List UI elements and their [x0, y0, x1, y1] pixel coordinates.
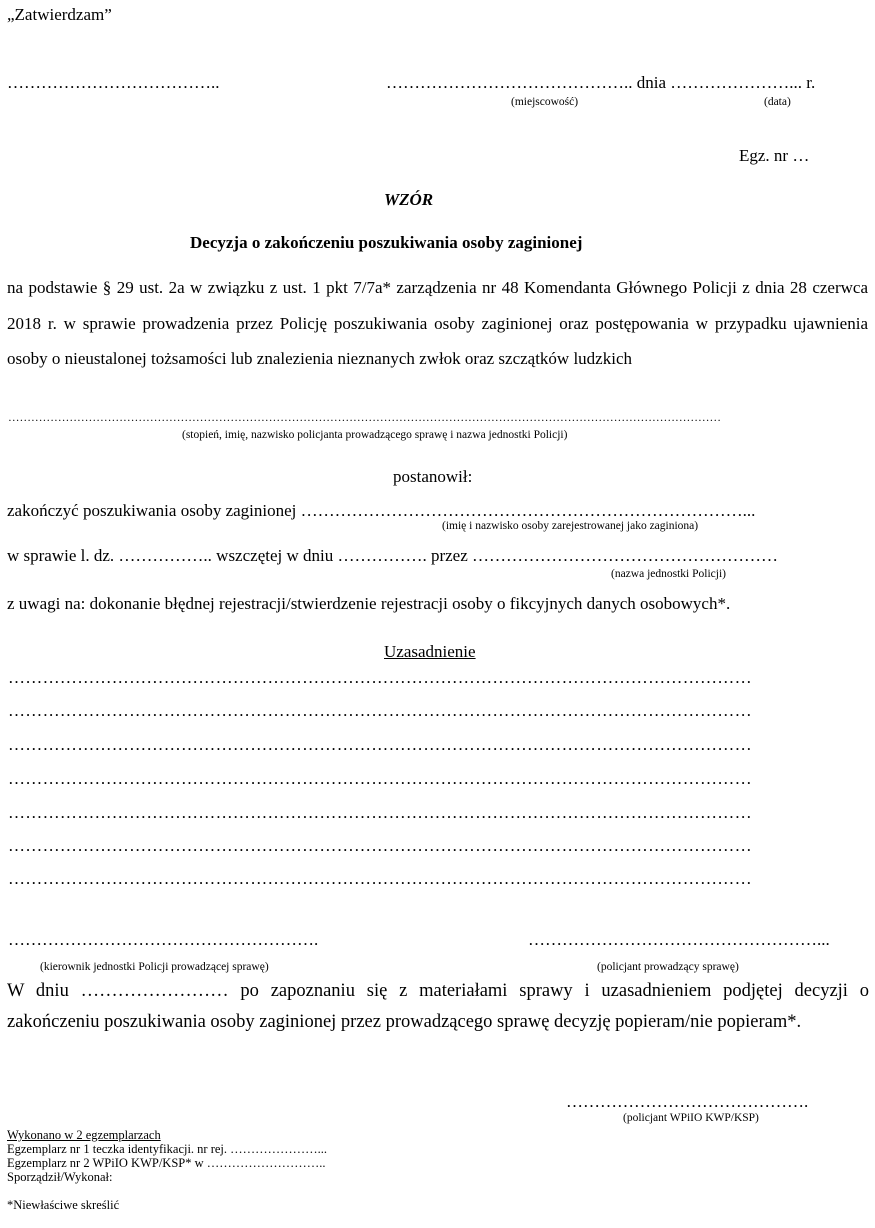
place-date-line: …………………………………….. dnia …………………... r. — [386, 73, 816, 92]
officer-line: …………………………………………………………………………………………………………………………………………………………………… — [8, 412, 721, 424]
head-signature-label: (kierownik jednostki Policji prowadzącej sprawę) — [40, 961, 269, 973]
justification-line: ………………………………………………………………………………………………………………… — [8, 769, 752, 788]
copy-2: Egzemplarz nr 2 WPiIO KWP/KSP* w ……………………….. — [7, 1156, 326, 1170]
template-label: WZÓR — [384, 190, 434, 209]
legal-basis: na podstawie § 29 ust. 2a w związku z ust. 1 pkt 7/7a* zarządzenia nr 48 Komendanta Głównego Policji z dnia 28 czerwca 2018 r. w sprawie prowadzenia przez Policję poszukiwania osoby zaginionej oraz postępowania w przypadku ujawnienia osoby o nieustalonej tożsamości lub znalezienia nieznanych zwłok oraz szczątków ludzkich — [7, 278, 868, 368]
approve-label: „Zatwierdzam” — [7, 5, 112, 24]
document-title: Decyzja o zakończeniu poszukiwania osoby zaginionej — [190, 233, 583, 252]
officer-signature-label: (policjant prowadzący sprawę) — [597, 961, 739, 973]
date-label: (data) — [764, 96, 791, 108]
copies-heading — [7, 1128, 161, 1142]
decision-line-2: w sprawie l. dz. …………….. wszczętej w dniu ……………. przez ……………………………………………… — [7, 546, 779, 565]
decision-line-3: z uwagi na: dokonanie błędnej rejestracji/stwierdzenie rejestracji osoby o fikcyjnych danych osobowych*. — [7, 594, 731, 613]
copy-number: Egz. nr … — [739, 146, 810, 165]
decision-line-1: zakończyć poszukiwania osoby zaginionej ……………………………………………………………………... — [7, 501, 756, 520]
endorser-signature-line: ……………………………………. — [566, 1092, 809, 1111]
endorsement-text: W dniu …………………… po zapoznaniu się z materiałami sprawy i uzasadnieniem podjętej decyzji o zakończeniu poszukiwania osoby zaginionej przez prowadzącego sprawę decyzję popieram/nie popieram*. — [7, 981, 869, 1032]
endorser-label: (policjant WPiIO KWP/KSP) — [623, 1112, 759, 1124]
copies-heading-text: Wykonano w 2 egzemplarzach — [7, 1128, 161, 1142]
justification-heading-text: Uzasadnienie — [384, 642, 476, 661]
approver-signature-line: ……………………………….. — [7, 73, 220, 92]
officer-label: (stopień, imię, nazwisko policjanta prowadzącego sprawę i nazwa jednostki Policji) — [182, 429, 568, 441]
copy-1: Egzemplarz nr 1 teczka identyfikacji. nr rej. …………………... — [7, 1142, 328, 1156]
unit-label: (nazwa jednostki Policji) — [611, 568, 726, 580]
justification-line: ………………………………………………………………………………………………………………… — [8, 869, 752, 888]
missing-person-label: (imię i nazwisko osoby zarejestrowanej jako zaginiona) — [442, 520, 699, 532]
justification-line: ………………………………………………………………………………………………………………… — [8, 803, 752, 822]
officer-signature-line: ……………………………………………... — [528, 930, 830, 949]
place-label: (miejscowość) — [511, 96, 579, 108]
decided-label: postanowił: — [393, 467, 473, 486]
prepared-by: Sporządził/Wykonał: — [7, 1170, 113, 1184]
footnote: *Niewłaściwe skreślić — [7, 1198, 120, 1212]
justification-line: ………………………………………………………………………………………………………………… — [8, 668, 752, 687]
justification-line: ………………………………………………………………………………………………………………… — [8, 836, 752, 855]
head-signature-line: ………………………………………………. — [8, 930, 319, 949]
justification-line: ………………………………………………………………………………………………………………… — [8, 735, 752, 754]
justification-heading — [384, 642, 476, 662]
justification-line: ………………………………………………………………………………………………………………… — [8, 701, 752, 720]
